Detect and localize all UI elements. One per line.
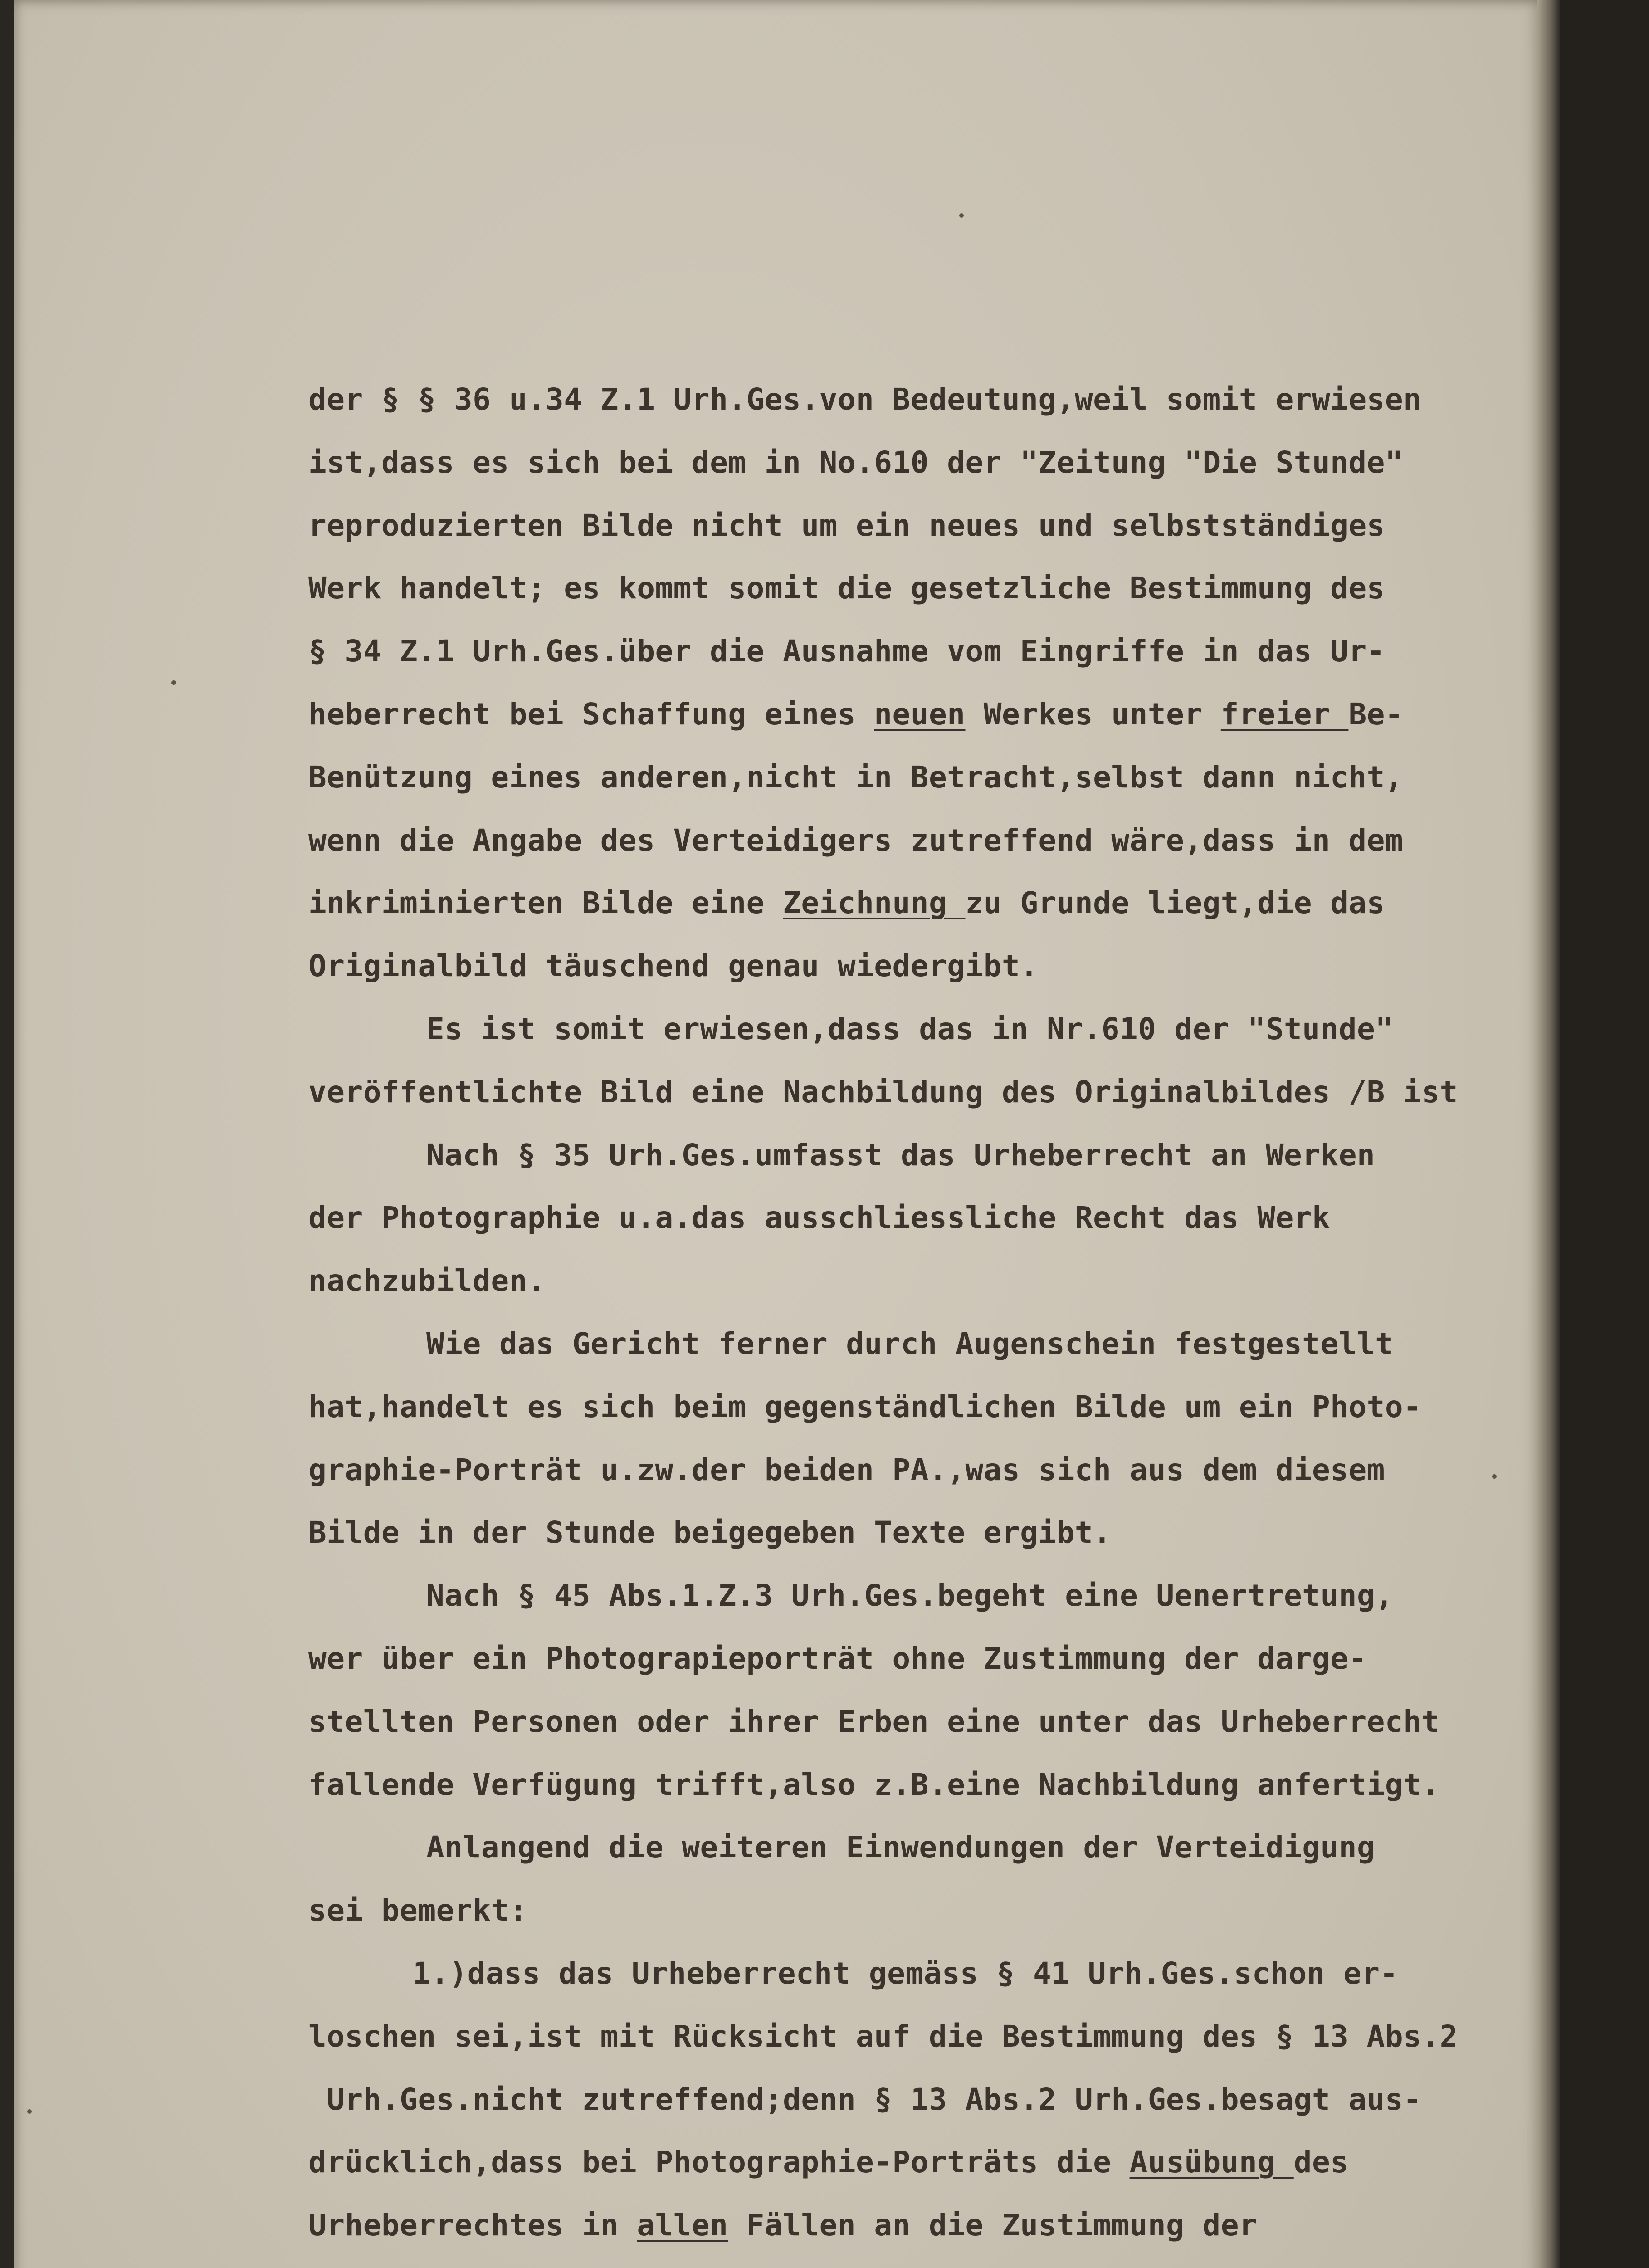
text-segment: wer über ein Photograpieporträt ohne Zustimmung der darge- [308,1641,1367,1676]
text-segment: des [1293,2145,1349,2180]
text-line [308,1628,1469,1691]
text-line [308,1061,1469,1124]
text-line [308,557,1469,620]
text-segment: stellten Personen oder ihrer Erben eine unter das Urheberrecht [308,1704,1440,1739]
text-line [308,1124,1469,1187]
paper-speck [171,680,176,685]
text-segment: Es ist somit erwiesen,dass das in Nr.610 der "Stunde" [426,1011,1394,1046]
text-segment: wenn die Angabe des Verteidigers zutreffend wäre,dass in dem [308,822,1404,858]
text-line [308,2257,1469,2268]
text-segment: veröffentlichte Bild eine Nachbildung des Originalbildes /B ist [308,1074,1458,1110]
text-segment: drücklich,dass bei Photographie-Porträts die [308,2145,1130,2180]
text-segment: zu Grunde liegt,die das [965,885,1385,921]
text-line [308,998,1469,1061]
text-line [308,494,1469,557]
text-segment: Nach § 35 Urh.Ges.umfasst das Urheberrecht an Werken [426,1137,1376,1173]
text-line [308,1376,1469,1439]
underlined-word: Ausübung [1129,2145,1294,2180]
paper-speck [959,213,964,218]
text-line [308,1691,1469,1754]
text-line [308,1313,1469,1376]
text-line [308,872,1469,935]
underlined-word: allen [637,2208,728,2243]
text-line [308,1439,1469,1502]
text-segment: Werk handelt; es kommt somit die gesetzliche Bestimmung des [308,571,1385,606]
text-segment: ist,dass es sich bei dem in No.610 der "Zeitung "Die Stunde" [308,445,1404,480]
text-segment: hat,handelt es sich beim gegenständlichen Bilde um ein Photo- [308,1389,1422,1424]
text-segment: heberrecht bei Schaffung eines [308,696,874,732]
text-line [308,1250,1469,1313]
text-segment: fallende Verfügung trifft,also z.B.eine Nachbildung anfertigt. [308,1767,1440,1802]
paper-edge [1537,0,1560,2268]
text-segment: Benützung eines anderen,nicht in Betracht,selbst dann nicht, [308,759,1404,795]
text-line [308,746,1469,809]
text-segment: reproduzierten Bilde nicht um ein neues und selbstständiges [308,508,1385,543]
text-line [308,809,1469,872]
text-segment: Werkes unter [965,696,1221,732]
text-line [308,2131,1469,2194]
text-segment: 1.)dass das Urheberrecht gemäss § 41 Urh.Ges.schon er- [413,1955,1398,1991]
paper-speck [27,2109,32,2114]
typed-letter-body [308,368,1469,2268]
scan-right-strip [1560,0,1649,2268]
text-line [308,1501,1469,1564]
text-segment: Fällen an die Zustimmung der [728,2208,1258,2243]
text-segment: Be- [1348,696,1404,732]
text-segment: Anlangend die weiteren Einwendungen der Verteidigung [426,1830,1376,1865]
text-line [308,1942,1469,2005]
text-segment: nachzubilden. [308,1263,546,1299]
text-segment: inkriminierten Bilde eine [308,885,783,921]
text-segment: der § § 36 u.34 Z.1 Urh.Ges.von Bedeutung,weil somit erwiesen [308,382,1422,417]
text-line [308,1816,1469,1879]
text-segment: Urheberrechtes in [308,2208,637,2243]
text-segment: loschen sei,ist mit Rücksicht auf die Bestimmung des § 13 Abs.2 [308,2019,1458,2054]
text-segment: der Photographie u.a.das ausschliessliche Recht das Werk [308,1200,1331,1236]
text-segment: Urh.Ges.nicht zutreffend;denn § 13 Abs.2 Urh.Ges.besagt aus- [308,2082,1422,2117]
text-segment: Bilde in der Stunde beigegeben Texte ergibt. [308,1515,1112,1550]
underlined-word: neuen [874,696,966,732]
text-segment: sei bemerkt: [308,1893,527,1928]
underlined-word: Zeichnung [783,885,966,921]
text-line [308,1564,1469,1628]
text-line [308,1879,1469,1942]
text-line [308,2194,1469,2257]
text-line [308,1754,1469,1817]
text-segment: Originalbild täuschend genau wiedergibt. [308,948,1039,984]
text-line [308,1187,1469,1250]
text-segment: Wie das Gericht ferner durch Augenschein festgestellt [426,1326,1394,1361]
text-segment: § 34 Z.1 Urh.Ges.über die Ausnahme vom Eingriffe in das Ur- [308,634,1385,669]
text-line [308,683,1469,746]
underlined-word: freier [1220,696,1349,732]
text-segment: Nach § 45 Abs.1.Z.3 Urh.Ges.begeht eine Uenertretung, [426,1578,1394,1613]
text-line [308,2068,1469,2131]
text-line [308,620,1469,683]
text-segment: graphie-Porträt u.zw.der beiden PA.,was sich aus dem diesem [308,1452,1385,1487]
paper-speck [1492,1474,1497,1479]
text-line [308,431,1469,494]
text-line [308,368,1469,431]
text-line [308,935,1469,998]
text-line [308,2005,1469,2068]
